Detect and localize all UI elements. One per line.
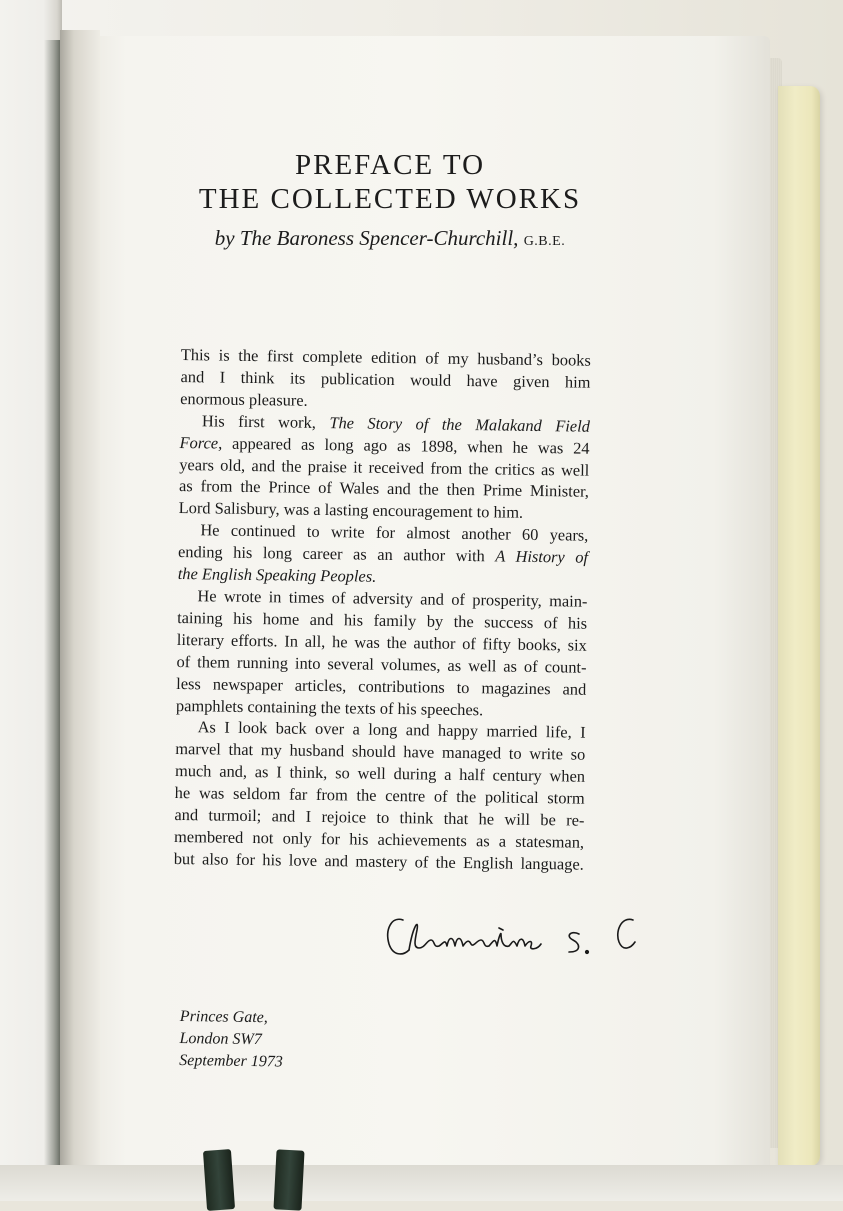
address-date: September 1973 [179, 1051, 283, 1071]
paragraph-4-line: He wrote in times of adversity and of prosperity, main- [197, 586, 588, 611]
book-gutter [60, 30, 100, 1180]
paragraph-3-line: He continued to write for almost another 60 years, [200, 520, 589, 545]
paragraph-1-line: This is the first complete edition of my husband’s books [180, 344, 591, 370]
book-cover-edge [778, 86, 820, 1166]
paragraph-4-line: of them running into several volumes, as well as of count- [176, 651, 587, 677]
paragraph-1-line: and I think its publication would have given him [180, 366, 591, 392]
table-surface [0, 1165, 843, 1201]
book-title-malakand: The Story of the Malakand Field [329, 412, 591, 436]
paragraph-5-line: much and, as I think, so well during a half century when [174, 761, 586, 786]
paragraph-2-line: as from the Prince of Wales and the then Prime Minister, [178, 476, 590, 502]
paragraph-4-line: taining his home and his family by the success of his [177, 607, 588, 633]
address-block [179, 1006, 380, 1075]
title-line-2: THE COLLECTED WORKS [198, 183, 582, 215]
paragraph-5-line: marvel that my husband should have managed to write so [175, 739, 586, 764]
title-line-1: PREFACE TO [294, 149, 486, 181]
left-page-shadow [44, 40, 60, 1180]
book-title-history-cont: the English Speaking Peoples. [177, 564, 377, 586]
paragraph-5-line: membered not only for his achievements as a statesman, [173, 826, 585, 852]
paragraph-1-line: enormous pleasure. [180, 388, 308, 410]
paragraph-2-line: Lord Salisbury, was a lasting encouragement to him. [178, 498, 524, 523]
paragraph-4-line: less newspaper articles, contributions to magazines and [176, 673, 587, 699]
paragraph-3-line: ending his long career as an author with A History of [177, 542, 589, 567]
ribbon-bookmark [203, 1149, 235, 1211]
byline-author: by The Baroness Spencer-Churchill, [214, 226, 519, 250]
paragraph-4-line: pamphlets containing the texts of his speeches. [175, 695, 484, 719]
paragraph-2-line: years old, and the praise it received from the critics as well [179, 454, 590, 480]
paragraph-2-line: His first work, The Story of the Malakand Field [201, 411, 591, 436]
book-title-malakand-cont: Force, [179, 432, 223, 453]
paragraph-2-line: Force, appeared as long ago as 1898, when he was 24 [179, 432, 590, 458]
byline [150, 226, 630, 251]
address-line-2: London SW7 [179, 1029, 262, 1049]
ribbon-bookmark [273, 1149, 304, 1210]
handwritten-signature [383, 906, 643, 966]
preface-body [174, 344, 591, 875]
byline-honours: G.B.E. [523, 234, 566, 249]
page-title [150, 148, 630, 216]
book-title-history: A History of [495, 546, 589, 567]
paragraph-5-line: he was seldom far from the centre of the political storm [174, 783, 585, 808]
paragraph-5-line: but also for his love and mastery of the English language. [173, 848, 584, 874]
paragraph-5-line: As I look back over a long and happy married life, I [197, 717, 586, 743]
paragraph-4-line: literary efforts. In all, he was the author of fifty books, six [176, 629, 587, 655]
address-line-1: Princes Gate, [179, 1007, 268, 1027]
paragraph-5-line: and turmoil; and I rejoice to think that he will be re- [174, 804, 585, 830]
